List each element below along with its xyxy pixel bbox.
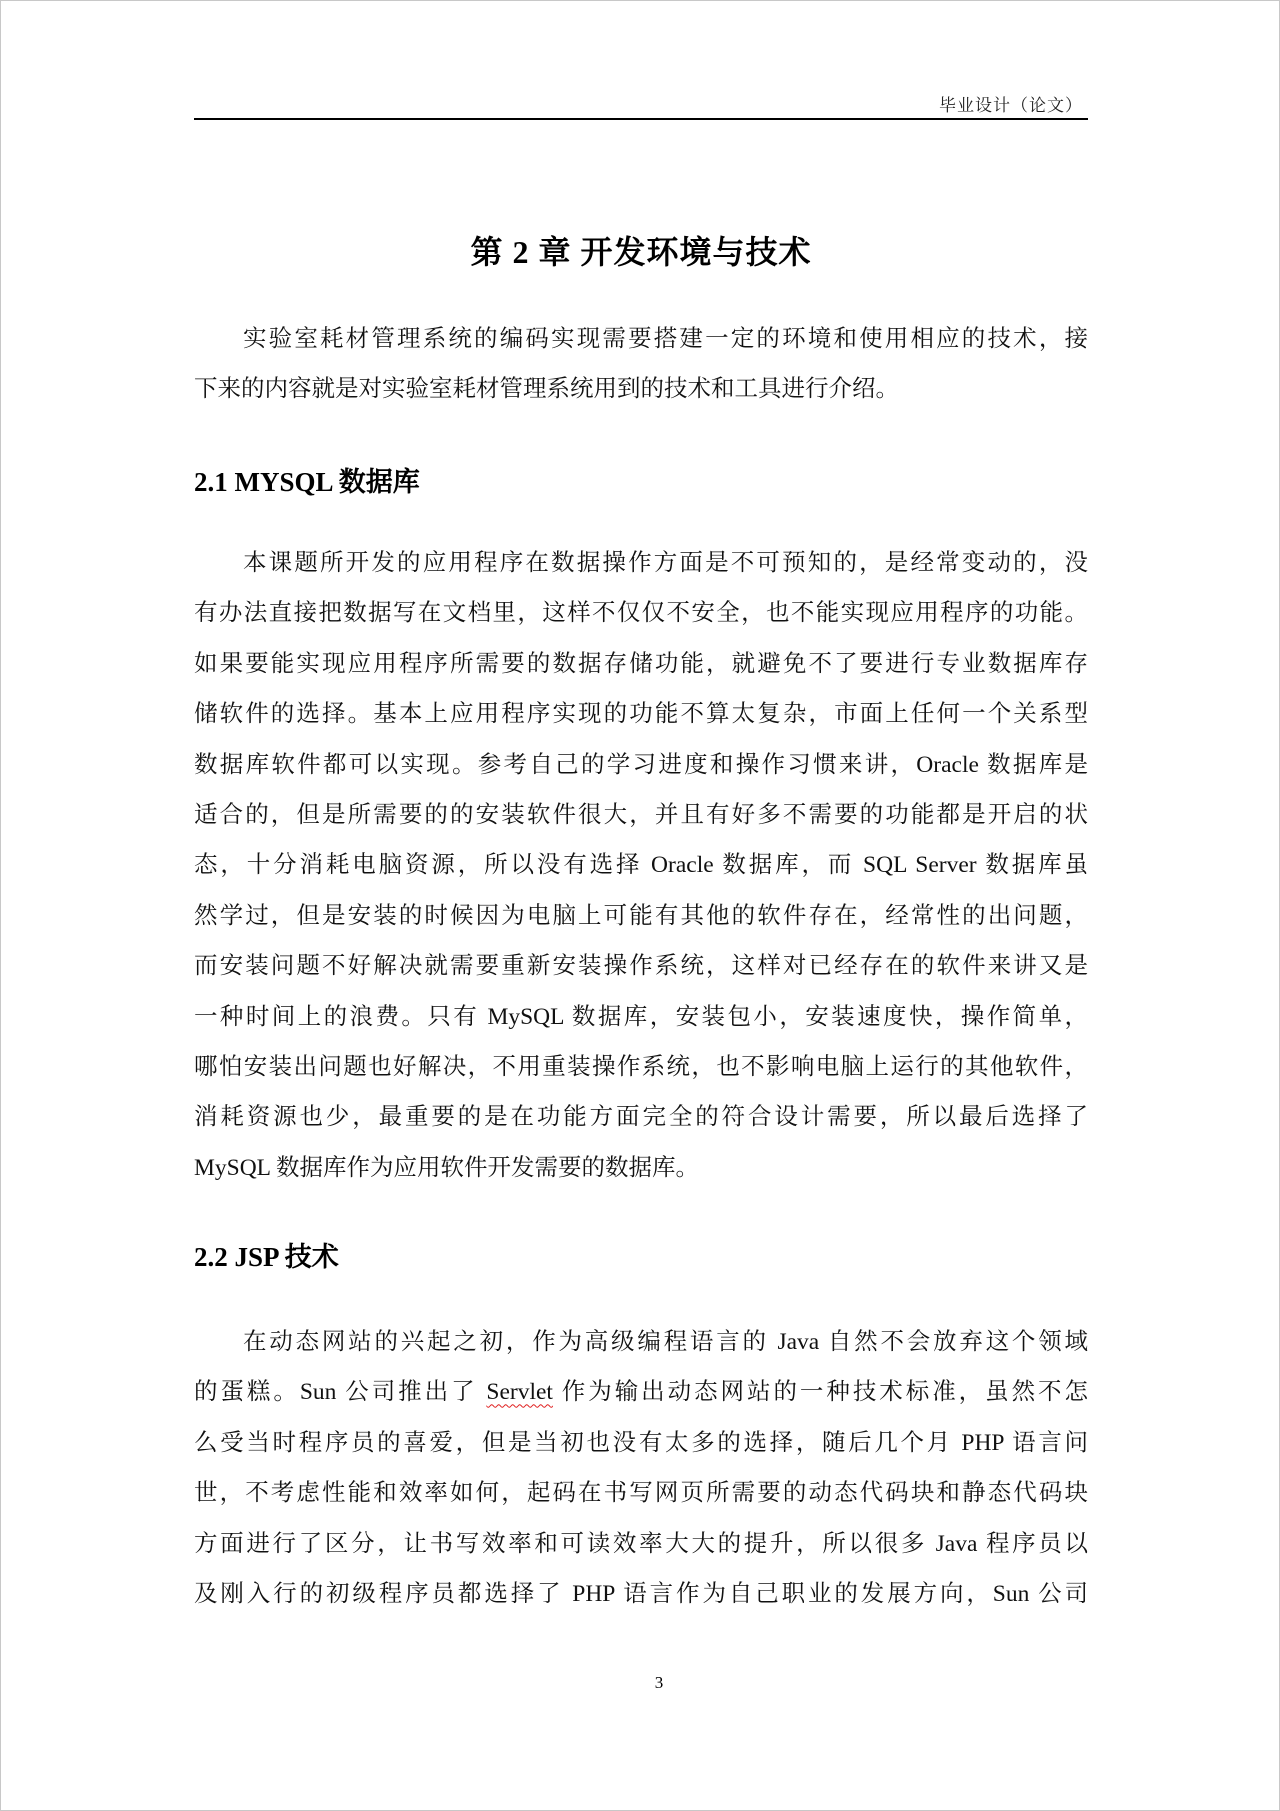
intro-paragraph xyxy=(194,314,1088,415)
mysql-paragraph xyxy=(194,538,1088,1193)
paragraph-line: 而安装问题不好解决就需要重新安装操作系统，这样对已经存在的软件来讲又是 xyxy=(194,953,1088,980)
page-number: 3 xyxy=(654,1673,664,1692)
paragraph-line: 数据库软件都可以实现。参考自己的学习进度和操作习惯来讲，Oracle 数据库是 xyxy=(194,751,1088,778)
running-header: 毕业设计（论文） xyxy=(939,96,1083,116)
paragraph-line: 然学过，但是安装的时候因为电脑上可能有其他的软件存在，经常性的出问题， xyxy=(194,902,1088,929)
paragraph-line: 方面进行了区分，让书写效率和可读效率大大的提升，所以很多 Java 程序员以 xyxy=(194,1530,1088,1557)
paragraph-line: 及刚入行的初级程序员都选择了 PHP 语言作为自己职业的发展方向，Sun 公司 xyxy=(194,1580,1088,1607)
spellcheck-flagged-word[interactable]: Servlet xyxy=(486,1379,553,1406)
line-text: 的蛋糕。Sun 公司推出了 xyxy=(194,1379,487,1406)
paragraph-line: 下来的内容就是对实验室耗材管理系统用到的技术和工具进行介绍。 xyxy=(194,376,899,403)
paragraph-line: 在动态网站的兴起之初，作为高级编程语言的 Java 自然不会放弃这个领域 xyxy=(243,1329,1088,1355)
paragraph-line: 一种时间上的浪费。只有 MySQL 数据库，安装包小，安装速度快，操作简单， xyxy=(194,1003,1088,1030)
paragraph-line: 哪怕安装出问题也好解决，不用重装操作系统，也不影响电脑上运行的其他软件， xyxy=(194,1053,1088,1080)
paragraph-line: 世，不考虑性能和效率如何，起码在书写网页所需要的动态代码块和静态代码块 xyxy=(194,1480,1088,1507)
paragraph-line: 有办法直接把数据写在文档里，这样不仅仅不安全，也不能实现应用程序的功能。 xyxy=(194,600,1088,627)
paragraph-line: 么受当时程序员的喜爱，但是当初也没有太多的选择，随后几个月 PHP 语言问 xyxy=(194,1429,1088,1456)
line-text: 作为输出动态网站的一种技术标准，虽然不怎 xyxy=(552,1379,1088,1406)
paragraph-line: 实验室耗材管理系统的编码实现需要搭建一定的环境和使用相应的技术，接 xyxy=(243,326,1088,352)
paragraph-line: 消耗资源也少，最重要的是在功能方面完全的符合设计需要，所以最后选择了 xyxy=(194,1104,1088,1131)
paragraph-line: 储软件的选择。基本上应用程序实现的功能不算太复杂，市面上任何一个关系型 xyxy=(194,701,1088,728)
chapter-title: 第 2 章 开发环境与技术 xyxy=(470,234,812,270)
header-rule xyxy=(194,118,1088,120)
jsp-paragraph xyxy=(194,1317,1088,1619)
paragraph-line: 本课题所开发的应用程序在数据操作方面是不可预知的，是经常变动的，没 xyxy=(243,550,1088,576)
paragraph-line: MySQL 数据库作为应用软件开发需要的数据库。 xyxy=(194,1154,700,1181)
section-heading-2-1: 2.1 MYSQL 数据库 xyxy=(194,467,420,497)
paragraph-line: 适合的，但是所需要的的安装软件很大，并且有好多不需要的功能都是开启的状 xyxy=(194,801,1088,828)
paragraph-line xyxy=(194,1367,1088,1417)
section-heading-2-2: 2.2 JSP 技术 xyxy=(194,1242,339,1272)
paragraph-line: 态，十分消耗电脑资源，所以没有选择 Oracle 数据库，而 SQL Server 数据库虽 xyxy=(194,852,1088,879)
paragraph-line: 如果要能实现应用程序所需要的数据存储功能，就避免不了要进行专业数据库存 xyxy=(194,650,1088,677)
